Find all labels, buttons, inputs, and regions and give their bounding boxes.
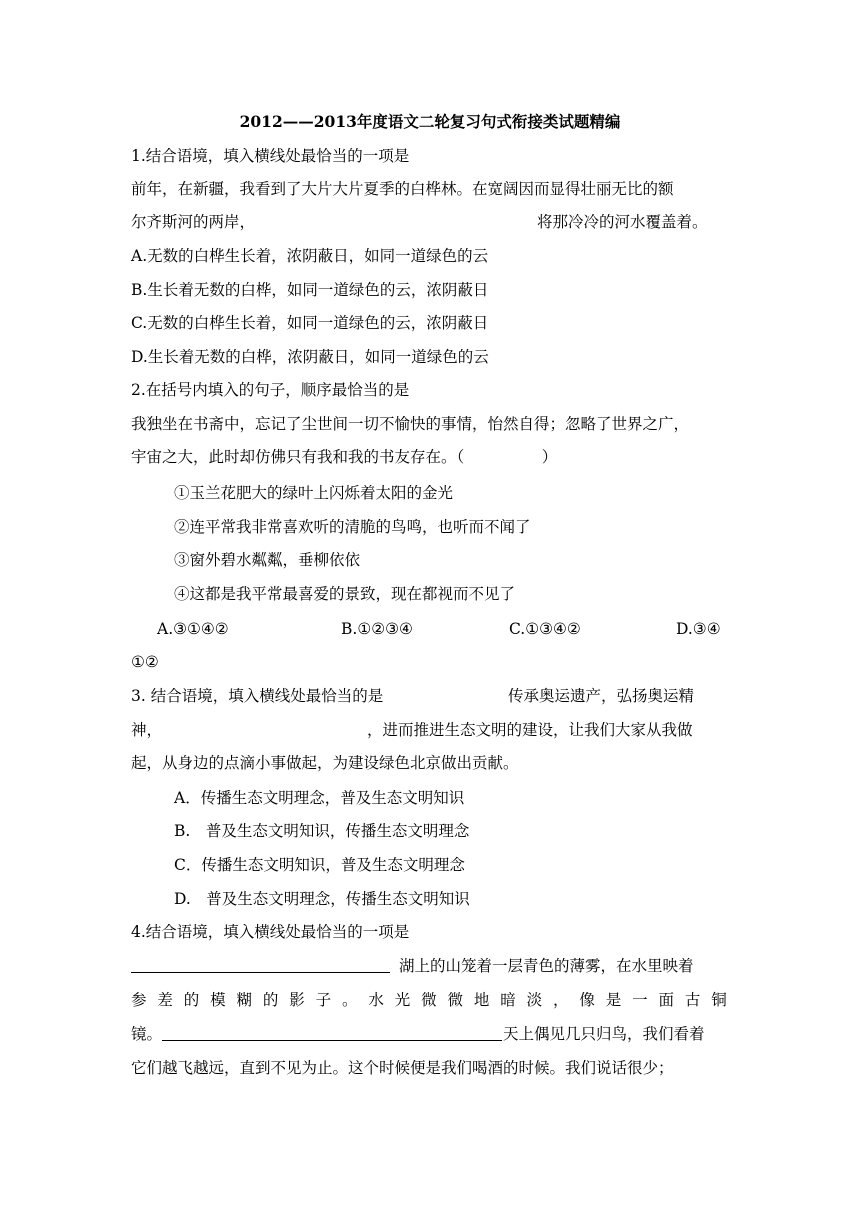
q1-passage-line: 将那冷冷的河水覆盖着。: [537, 213, 708, 231]
page-title: 2012——2013年度语文二轮复习句式衔接类试题精编: [239, 112, 621, 131]
q2-item: ④这都是我平常最喜爱的景致，现在都视而不见了: [174, 585, 516, 603]
q2-item: ①玉兰花肥大的绿叶上闪烁着太阳的金光: [174, 484, 454, 502]
q3-passage-line: 起，从身边的点滴小事做起，为建设绿色北京做出贡献。: [131, 754, 519, 772]
q4-char: 面: [658, 991, 675, 1009]
q4-char: 影: [289, 991, 305, 1009]
q3-passage-line: 传承奥运遗产，弘扬奥运精: [508, 687, 695, 705]
q4-char: 模: [210, 991, 226, 1009]
q3-option-b: B. 普及生态文明知识，传播生态文明理念: [174, 822, 470, 840]
q4-justified-line: [131, 990, 727, 1010]
q2-stem: 2.在括号内填入的句子，顺序最恰当的是: [131, 381, 410, 399]
q4-passage-line: 湖上的山笼着一层青色的薄雾，在水里映着: [399, 957, 694, 975]
answer-blank: [162, 1040, 502, 1041]
q4-char: 微: [447, 991, 464, 1009]
q2-item: ②连平常我非常喜欢听的清脆的鸟鸣，也听而不闻了: [174, 518, 531, 536]
q1-option-c: C.无数的白桦生长着，如同一道绿色的云，浓阴蔽日: [131, 314, 489, 332]
q2-option-d-continued: ①②: [131, 653, 159, 671]
q4-char: 的: [183, 991, 200, 1009]
q1-option-d: D.生长着无数的白桦，浓阴蔽日，如同一道绿色的云: [131, 348, 489, 366]
q1-option-a: A.无数的白桦生长着，浓阴蔽日，如同一道绿色的云: [131, 247, 489, 265]
q4-char: 古: [684, 991, 701, 1009]
q4-char: 子: [315, 991, 332, 1009]
q2-passage-line: 我独坐在书斋中，忘记了尘世间一切不愉快的事情，怡然自得；忽略了世界之广，: [131, 415, 690, 433]
q4-char: 糊: [236, 991, 253, 1009]
q4-char: 淡: [526, 991, 543, 1009]
q4-char: 光: [394, 991, 411, 1009]
q4-char: 水: [368, 991, 384, 1009]
q1-passage-line: 前年，在新疆，我看到了大片大片夏季的白桦林。在宽阔因而显得壮丽无比的额: [131, 180, 674, 198]
q2-option-c: C.①③④②: [509, 620, 581, 638]
q2-option-d: D.③④: [676, 620, 721, 638]
q3-passage-line: ，进而推进生态文明的建设，让我们大家从我做: [367, 721, 693, 739]
q3-option-c: C．传播生态文明知识，普及生态文明理念: [174, 856, 465, 874]
q4-stem: 4.结合语境，填入横线处最恰当的一项是: [131, 923, 410, 941]
q3-option-a: A．传播生态文明理念，普及生态文明知识: [174, 789, 465, 807]
q4-passage-line: 它们越飞越远，直到不见为止。这个时候便是我们喝酒的时候。我们说话很少；: [131, 1059, 674, 1077]
q4-passage-line: 镜。: [131, 1025, 163, 1043]
q4-char: 地: [473, 991, 490, 1009]
q1-option-b: B.生长着无数的白桦，如同一道绿色的云，浓阴蔽日: [131, 281, 489, 299]
q2-item: ③窗外碧水粼粼，垂柳依依: [174, 551, 361, 569]
q4-char: 暗: [500, 991, 516, 1009]
q4-char: 差: [157, 991, 173, 1009]
q4-char: 参: [131, 991, 147, 1009]
answer-blank: [131, 972, 390, 973]
q2-passage-line: 宇宙之大，此时却仿佛只有我和我的书友存在。（ ）: [131, 448, 558, 466]
q4-char: 的: [262, 991, 279, 1009]
q1-stem: 1.结合语境，填入横线处最恰当的一项是: [131, 147, 410, 165]
q1-passage-line: 尔齐斯河的两岸，: [131, 213, 256, 231]
q4-char: 像: [579, 991, 595, 1009]
q2-option-b: B.①②③④: [341, 620, 413, 638]
q4-char: 一: [632, 991, 648, 1009]
q4-char: ，: [553, 991, 569, 1009]
q4-char: 。: [342, 991, 358, 1009]
q2-option-a: A.③①④②: [157, 620, 229, 638]
q4-char: 微: [421, 991, 437, 1009]
q4-char: 是: [605, 991, 622, 1009]
q3-option-d: D. 普及生态文明理念，传播生态文明知识: [174, 890, 470, 908]
q4-passage-line: 天上偶见几只归鸟，我们看着: [503, 1025, 705, 1043]
q4-char: 铜: [711, 991, 727, 1009]
q3-passage-line: 神，: [131, 721, 163, 739]
q3-stem: 3. 结合语境，填入横线处最恰当的是: [131, 687, 384, 705]
